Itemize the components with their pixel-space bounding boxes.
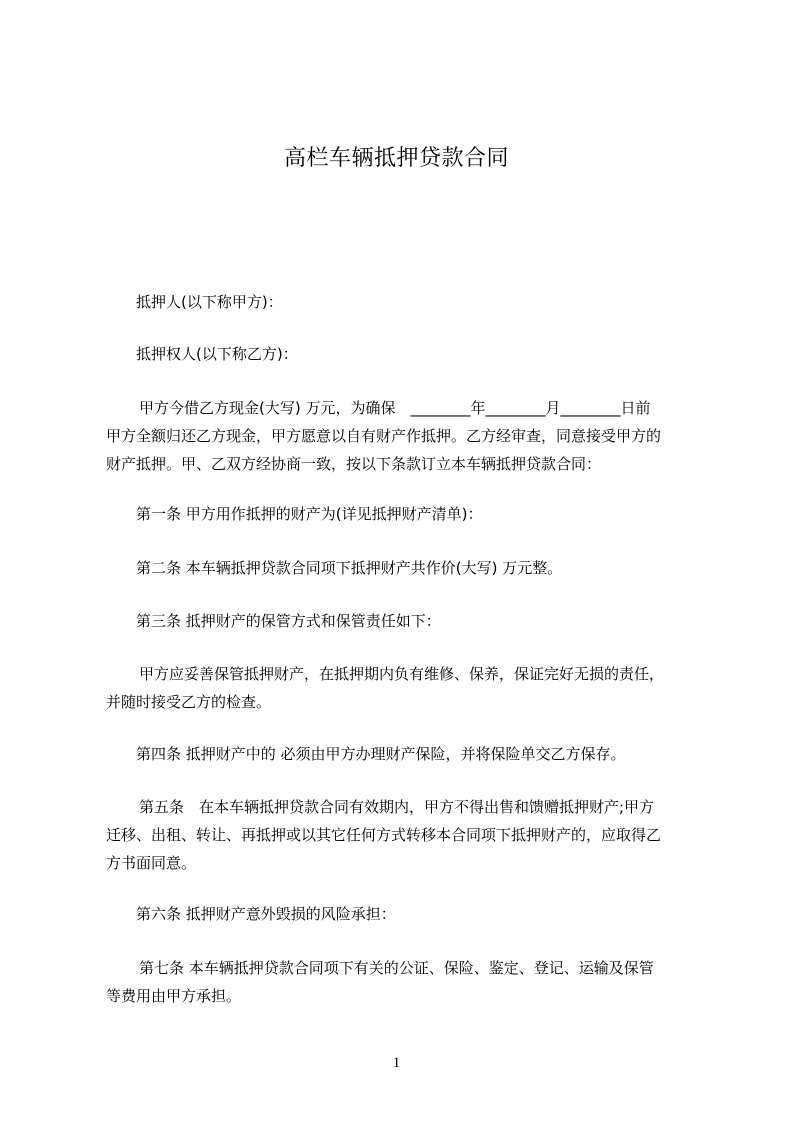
paragraph-pledgor: [136, 288, 283, 316]
text-line: 甲方全额归还乙方现金，甲方愿意以自有财产作抵押。乙方经审查，同意接受甲方的: [106, 427, 662, 445]
paragraph-custody: [106, 660, 664, 716]
text-line: 第六条 抵押财产意外毁损的风险承担：: [136, 905, 396, 923]
text-line: 方书面同意。: [106, 854, 197, 872]
article-7: [106, 954, 654, 1010]
text-line: 并随时接受乙方的检查。: [106, 693, 272, 711]
article-2: [136, 554, 562, 582]
text-line: 第四条 抵押财产中的 必须由甲方办理财产保险，并将保险单交乙方保存。: [136, 745, 626, 763]
text-line: 第一条 甲方用作抵押的财产为(详见抵押财产清单)：: [136, 505, 483, 523]
text-line: 等费用由甲方承担。: [106, 987, 242, 1005]
text-line: 财产抵押。甲、乙双方经协商一致，按以下条款订立本车辆抵押贷款合同：: [106, 455, 602, 473]
page-number: 1: [392, 1055, 401, 1071]
text-line: 第七条 本车辆抵押贷款合同项下有关的公证、保险、鉴定、登记、运输及保管: [139, 959, 654, 977]
paragraph-pledgee: [136, 340, 298, 368]
document-title: 高栏车辆抵押贷款合同: [283, 146, 509, 171]
text-line: 第五条 在本车辆抵押贷款合同有效期内，甲方不得出售和馈赠抵押财产;甲方: [139, 798, 655, 816]
paragraph-loan-terms: [106, 394, 661, 478]
article-1: [136, 500, 482, 528]
article-3: [136, 607, 441, 635]
text-line: 第三条 抵押财产的保管方式和保管责任如下：: [136, 612, 441, 630]
article-6: [136, 900, 396, 928]
text-line: 第二条 本车辆抵押贷款合同项下抵押财产共作价(大写) 万元整。: [136, 559, 563, 577]
text-line: 抵押人(以下称甲方)：: [136, 293, 283, 311]
text-line: 甲方应妥善保管抵押财产，在抵押期内负有维修、保养，保证完好无损的责任，: [139, 665, 665, 683]
article-4: [136, 740, 626, 768]
text-line: 迁移、出租、转让、再抵押或以其它任何方式转移本合同项下抵押财产的，应取得乙: [106, 826, 662, 844]
text-line: 甲方今借乙方现金(大写) 万元，为确保 ________年________月________日前: [139, 399, 651, 417]
text-line: 抵押权人(以下称乙方)：: [136, 345, 298, 363]
article-5: [106, 793, 661, 877]
